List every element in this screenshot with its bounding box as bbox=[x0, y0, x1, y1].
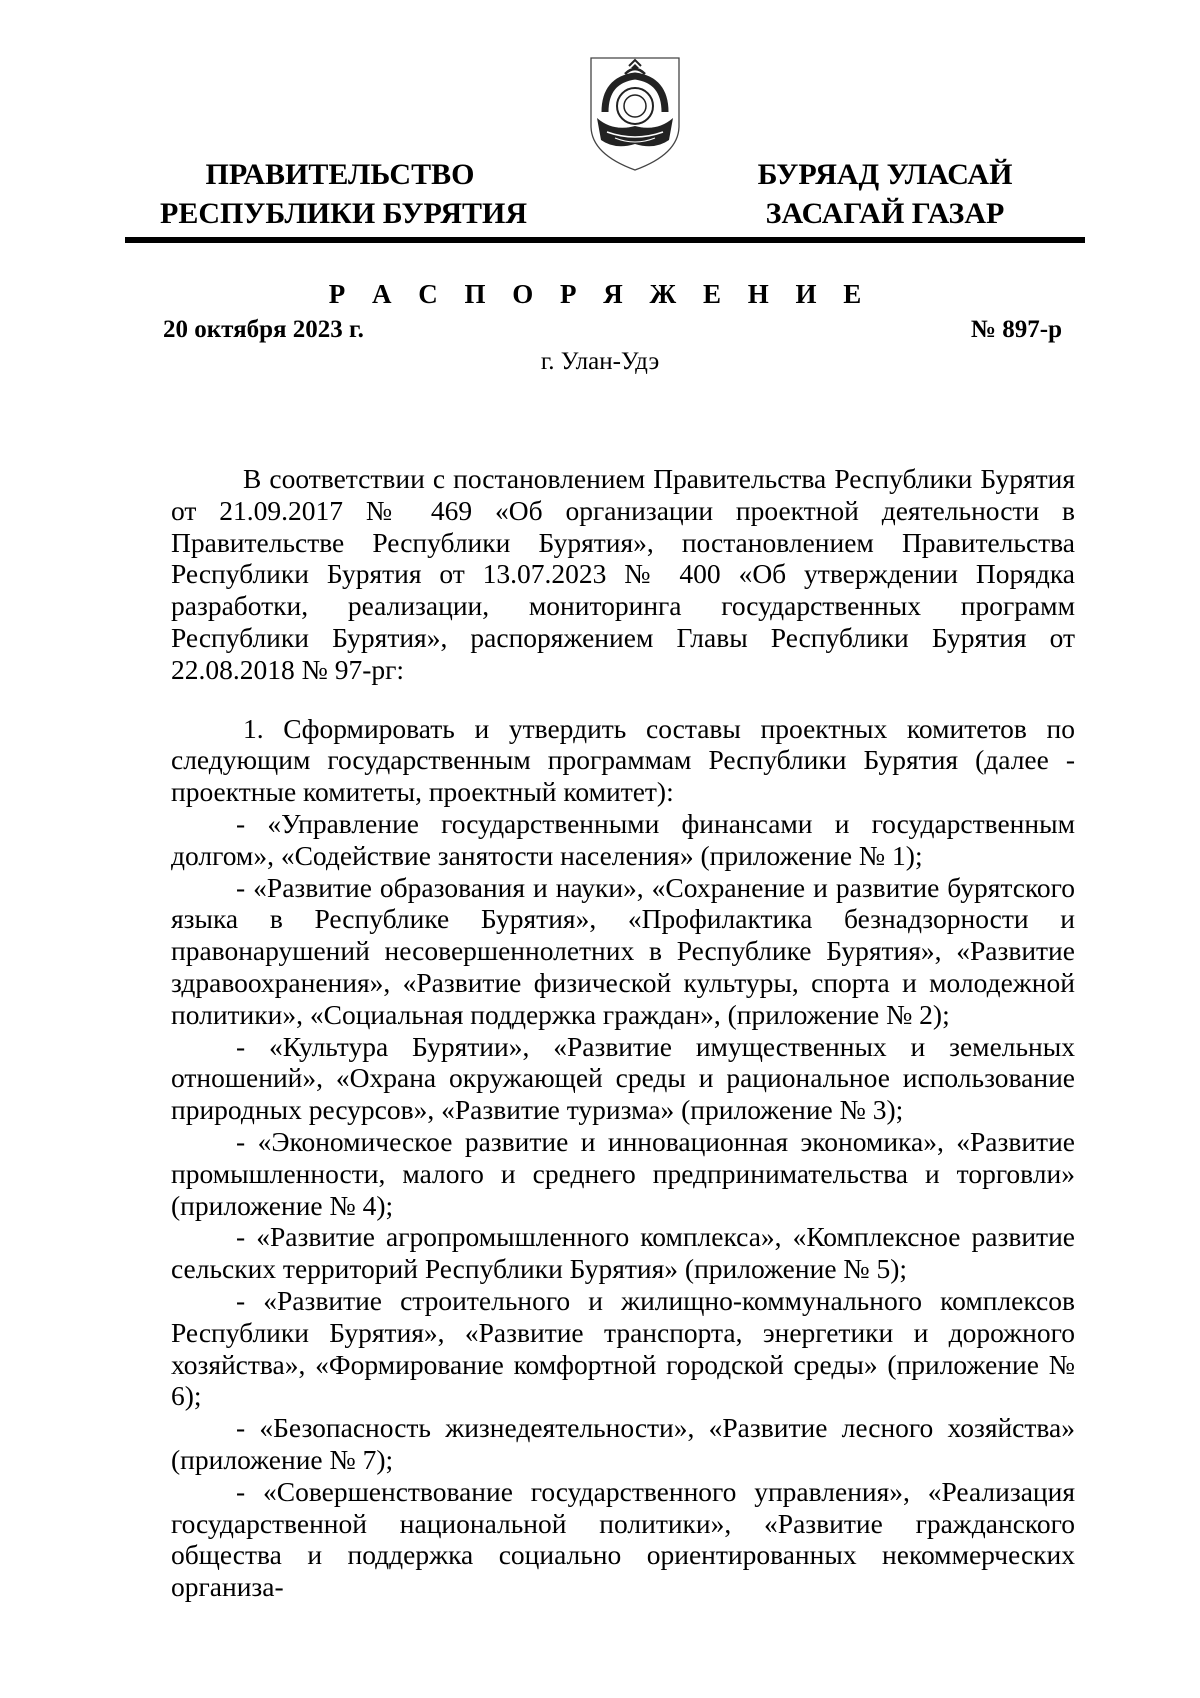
document-body bbox=[171, 463, 1075, 1603]
list-item: - «Управление государственными финансами и государственным долгом», «Содействие занятости населения» (приложение № 1); bbox=[171, 807, 1075, 871]
preamble-paragraph: В соответствии с постановлением Правительства Республики Бурятия от 21.09.2017 № 469 «Об организации проектной деятельности в Правительстве Республики Бурятия», постановлением Правительства Республики Бурятия от 13.07.2023 № 400 «Об утверждении Порядка разработки, реализации, мониторинга государственных программ Республики Бурятия», распоряжением Главы Республики Бурятия от 22.08.2018 № 97-рг: bbox=[171, 463, 1075, 685]
coat-of-arms-icon bbox=[585, 52, 685, 174]
government-name-line: БУРЯАД УЛАСАЙ bbox=[757, 158, 1013, 191]
list-item: - «Развитие строительного и жилищно-коммунального комплексов Республики Бурятия», «Развитие транспорта, энергетики и дорожного хозяйства», «Формирование комфортной городской среды» (приложение № 6); bbox=[171, 1284, 1075, 1412]
document-city: г. Улан-Удэ bbox=[540, 348, 660, 375]
government-name-russian bbox=[160, 155, 528, 233]
document-date: 20 октября 2023 г. bbox=[163, 316, 364, 343]
list-item: - «Развитие агропромышленного комплекса», «Комплексное развитие сельских территорий Республики Бурятия» (приложение № 5); bbox=[171, 1221, 1075, 1285]
document-number: № 897-р bbox=[970, 316, 1062, 343]
point-1-paragraph: 1. Сформировать и утвердить составы проектных комитетов по следующим государственным программам Республики Бурятия (далее - проектные комитеты, проектный комитет): bbox=[171, 712, 1075, 808]
list-item: - «Безопасность жизнедеятельности», «Развитие лесного хозяйства» (приложение № 7); bbox=[171, 1412, 1075, 1475]
list-item: - «Культура Бурятии», «Развитие имущественных и земельных отношений», «Охрана окружающей среды и рациональное использование природных ресурсов», «Развитие туризма» (приложение № 3); bbox=[171, 1030, 1075, 1126]
list-item: - «Совершенствование государственного управления», «Реализация государственной национальной политики», «Развитие гражданского общества и поддержка социально ориентированных некоммерческих организа- bbox=[171, 1475, 1075, 1603]
government-name-buryat bbox=[740, 155, 1030, 233]
header-divider bbox=[125, 237, 1085, 243]
list-item: - «Развитие образования и науки», «Сохранение и развитие бурятского языка в Республике Бурятия», «Профилактика безнадзорности и правонарушений несовершеннолетних в Республике Бурятия», «Развитие здравоохранения», «Развитие физической культуры, спорта и молодежной политики», «Социальная поддержка граждан», (приложение № 2); bbox=[171, 871, 1075, 1030]
list-item: - «Экономическое развитие и инновационная экономика», «Развитие промышленности, малого и среднего предпринимательства и торговли» (приложение № 4); bbox=[171, 1125, 1075, 1221]
government-name-line: РЕСПУБЛИКИ БУРЯТИЯ bbox=[160, 197, 528, 230]
government-name-line: ПРАВИТЕЛЬСТВО bbox=[205, 158, 475, 191]
government-name-line: ЗАСАГАЙ ГАЗАР bbox=[765, 197, 1005, 230]
document-type: Р А С П О Р Я Ж Е Н И Е bbox=[328, 279, 872, 309]
